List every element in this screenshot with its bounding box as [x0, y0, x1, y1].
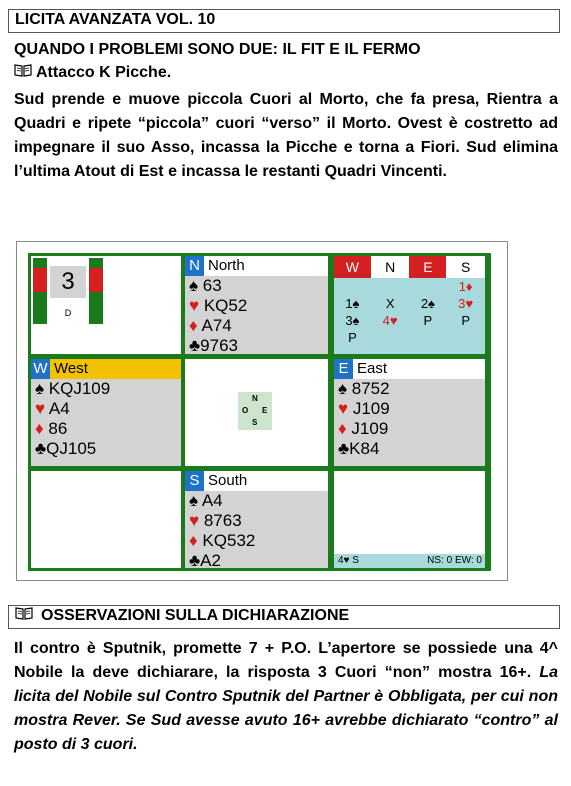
west-hand: [31, 359, 181, 466]
page-header: [8, 9, 560, 33]
bid: [409, 278, 446, 295]
west-diamonds: 86: [48, 419, 68, 438]
compass-o: O: [242, 406, 249, 415]
observations-text: [14, 637, 558, 757]
auction-row: [334, 312, 485, 329]
auction-box: [334, 256, 485, 354]
east-hand: [334, 359, 485, 466]
compass-n: N: [252, 394, 258, 403]
auction-header-s: S: [446, 256, 485, 278]
section-header-observations: [8, 605, 560, 629]
bridge-board-frame: [16, 241, 508, 581]
west-hearts: A4: [48, 399, 70, 418]
dealer-label: D: [64, 308, 72, 318]
west-spades: KQJ109: [48, 379, 111, 398]
seat-name-north: North: [208, 257, 245, 274]
bid: P: [461, 313, 470, 328]
seat-label-north: N: [185, 256, 204, 276]
east-diamonds: J109: [351, 419, 389, 438]
auction-row: [334, 278, 485, 295]
west-clubs: QJ105: [46, 439, 97, 458]
spade-icon: ♠: [189, 276, 199, 295]
bid: [446, 329, 485, 346]
club-icon: ♣: [35, 439, 47, 458]
seat-name-east: East: [357, 360, 388, 377]
bid: 4♥: [382, 313, 398, 328]
result-cell: [334, 471, 485, 568]
score-label: NS: 0 EW: 0: [427, 555, 482, 566]
result-bar: [334, 554, 485, 568]
spade-icon: ♠: [338, 379, 348, 398]
south-diamonds: KQ532: [202, 531, 256, 550]
heart-icon: ♥: [338, 399, 349, 418]
seat-label-south: S: [185, 471, 204, 491]
diamond-icon: ♦: [338, 419, 347, 438]
east-clubs: K84: [349, 439, 380, 458]
book-icon: [15, 606, 33, 626]
empty-cell: [31, 471, 181, 568]
compass-rose: [238, 392, 272, 430]
diamond-icon: ♦: [189, 531, 198, 550]
south-clubs: A2: [200, 551, 221, 570]
club-icon: ♣: [338, 439, 350, 458]
bid: P: [348, 330, 357, 345]
auction-table: [334, 256, 485, 346]
board-number-cell: [31, 256, 181, 354]
play-description: Sud prende e muove piccola Cuori al Morto, che fa presa, Rientra a Quadri e ripete “piccola” cuori “verso” il Morto. Ovest è costretto ad impegnare il suo Asso, incassa la Picche e torna a Fiori. Sud elimina l’ultima Atout di Est e incassa le restanti Quadri Vincenti.: [14, 91, 558, 180]
auction-header-e: E: [409, 256, 446, 278]
seat-name-south: South: [208, 472, 248, 489]
contract-label: 4♥ S: [338, 555, 359, 566]
south-spades: A4: [201, 491, 223, 510]
diamond-icon: ♦: [189, 316, 198, 335]
east-spades: 8752: [351, 379, 390, 398]
compass-s: S: [252, 418, 258, 427]
bridge-board: [28, 253, 491, 571]
auction-row: [334, 295, 485, 312]
bid: [409, 329, 446, 346]
auction-row: [334, 329, 485, 346]
bid: 1♦: [458, 279, 473, 294]
south-hand: [185, 471, 328, 568]
seat-name-west: West: [54, 360, 88, 377]
north-diamonds: A74: [201, 316, 232, 335]
bid: [371, 278, 410, 295]
bid: 3♥: [458, 296, 474, 311]
bid: 2♠: [420, 296, 435, 311]
club-icon: ♣: [189, 336, 201, 355]
observations-normal: Il contro è Sputnik, promette 7 + P.O. L’apertore se possiede una 4^ Nobile la deve dichiarare, la risposta 3 Cuori “non” mostra 16+.: [14, 640, 558, 681]
bid: [371, 329, 410, 346]
heart-icon: ♥: [189, 511, 200, 530]
heart-icon: ♥: [35, 399, 46, 418]
diamond-icon: ♦: [35, 419, 44, 438]
spade-icon: ♠: [35, 379, 45, 398]
bid: [334, 278, 371, 295]
compass-e: E: [262, 406, 268, 415]
page-title: LICITA AVANZATA VOL. 10: [15, 11, 216, 28]
bid: P: [423, 313, 433, 328]
board-number-card: [33, 258, 103, 324]
book-icon: [14, 63, 32, 83]
heart-icon: ♥: [189, 296, 200, 315]
spade-icon: ♠: [189, 491, 199, 510]
club-icon: ♣: [189, 551, 201, 570]
bid: 3♠: [345, 313, 360, 328]
auction-header-w: W: [334, 256, 371, 278]
seat-label-west: W: [31, 359, 50, 379]
section-subtitle: QUANDO I PROBLEMI SONO DUE: IL FIT E IL FERMO: [14, 41, 421, 58]
lead-text: Attacco K Picche.: [36, 64, 172, 81]
seat-label-east: E: [334, 359, 353, 379]
table-center: [185, 359, 328, 466]
north-hand: [185, 256, 328, 354]
north-spades: 63: [202, 276, 222, 295]
observations-title: OSSERVAZIONI SULLA DICHIARAZIONE: [41, 607, 350, 624]
lead-line: [14, 63, 171, 83]
north-hearts: KQ52: [203, 296, 248, 315]
board-number: 3: [50, 266, 86, 298]
east-hearts: J109: [352, 399, 390, 418]
north-clubs: 9763: [200, 336, 238, 355]
bid: 1♠: [345, 296, 360, 311]
south-hearts: 8763: [203, 511, 242, 530]
observations-italic: La licita del Nobile sul Contro Sputnik del Partner è Obbligata, per cui non mostra Rever. Se Sud avesse avuto 16+ avrebbe dichiarato “contro” al posto di 3 cuori.: [14, 664, 558, 753]
auction-header-n: N: [371, 256, 410, 278]
bid: X: [385, 296, 395, 311]
